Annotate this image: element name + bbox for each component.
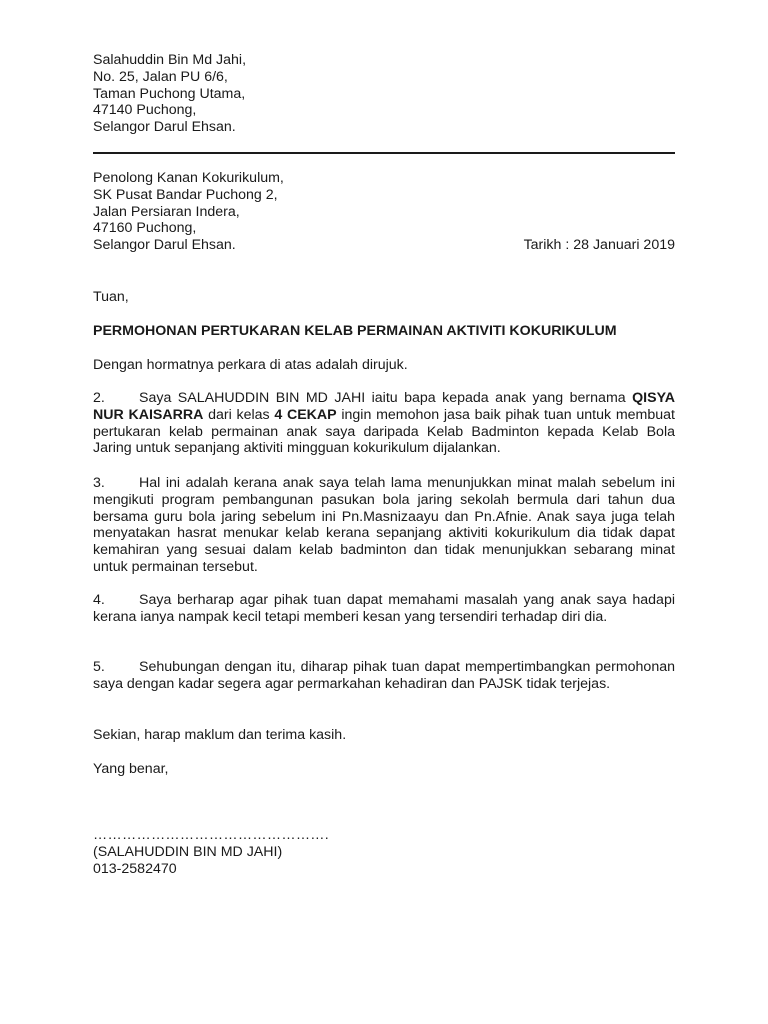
sender-line: 47140 Puchong, [93, 102, 197, 119]
letter-date: Tarikh : 28 Januari 2019 [523, 237, 675, 253]
paragraph-3 [93, 475, 675, 576]
sender-address [93, 52, 675, 136]
recipient-line: Selangor Darul Ehsan. [93, 237, 236, 253]
paragraph-number: 3. [93, 475, 105, 491]
paragraph-text: Hal ini adalah kerana anak saya telah lama menunjukkan minat malah sebelum ini mengikuti program pembangunan pasukan bola jaring sekolah bermula dari tahun dua bersama guru bola jaring sebelum ini Pn.Masnizaayu dan Pn.Afnie. Anak saya juga telah menyatakan hasrat menukar kelab kerana sepanjang aktiviti kokurikulum dia tidak dapat kemahiran yang sesuai dalam kelab badminton dan tidak menunjukkan sebarang minat untuk permainan tersebut. [93, 475, 675, 575]
paragraph-text: ingin memohon jasa baik pihak tuan untuk membuat pertukaran kelab permainan anak saya daripada Kelab Badminton kepada Kelab Bola Jaring untuk sepanjang aktiviti mingguan kokurikulum dijalankan. [93, 406, 675, 457]
closing-line: Sekian, harap maklum dan terima kasih. [93, 727, 347, 743]
child-name: QISYA NUR KAISARRA [93, 390, 675, 423]
intro-paragraph: Dengan hormatnya perkara di atas adalah dirujuk. [93, 357, 408, 373]
paragraph-number: 5. [93, 659, 105, 675]
recipient-line: 47160 Puchong, [93, 220, 197, 237]
recipient-line: SK Pusat Bandar Puchong 2, [93, 186, 278, 203]
sender-line: Selangor Darul Ehsan. [93, 119, 236, 136]
paragraph-text: Sehubungan dengan itu, diharap pihak tuan dapat mempertimbangkan permohonan saya dengan kadar segera agar permarkahan kehadiran dan PAJSK tidak terjejas. [93, 659, 675, 692]
letter-subject: PERMOHONAN PERTUKARAN KELAB PERMAINAN AKTIVITI KOKURIKULUM [93, 323, 617, 339]
sender-line: Taman Puchong Utama, [93, 85, 246, 102]
paragraph-number: 2. [93, 390, 105, 406]
paragraph-text: Saya berharap agar pihak tuan dapat memahami masalah yang anak saya hadapi kerana ianya nampak kecil tetapi memberi kesan yang tersendiri terhadap diri dia. [93, 592, 675, 625]
signoff: Yang benar, [93, 761, 169, 777]
signature-block [93, 827, 675, 877]
class-name: 4 CEKAP [274, 406, 337, 423]
header-divider [93, 152, 675, 154]
paragraph-number: 4. [93, 592, 105, 608]
salutation: Tuan, [93, 289, 129, 305]
sender-line: No. 25, Jalan PU 6/6, [93, 68, 228, 85]
signature-name: (SALAHUDDIN BIN MD JAHI) [93, 843, 283, 860]
paragraph-2 [93, 390, 675, 457]
sender-line: Salahuddin Bin Md Jahi, [93, 52, 247, 68]
paragraph-text: Saya SALAHUDDIN BIN MD JAHI iaitu bapa kepada anak yang bernama [139, 390, 626, 406]
paragraph-5 [93, 659, 675, 693]
recipient-last-line-row [93, 237, 675, 254]
signature-phone: 013-2582470 [93, 860, 177, 877]
paragraph-text: dari kelas [208, 406, 270, 423]
signature-dots: …………………………………………. [93, 827, 330, 843]
paragraph-4 [93, 592, 675, 626]
recipient-line: Penolong Kanan Kokurikulum, [93, 170, 284, 186]
recipient-line: Jalan Persiaran Indera, [93, 203, 240, 220]
recipient-address [93, 170, 675, 237]
